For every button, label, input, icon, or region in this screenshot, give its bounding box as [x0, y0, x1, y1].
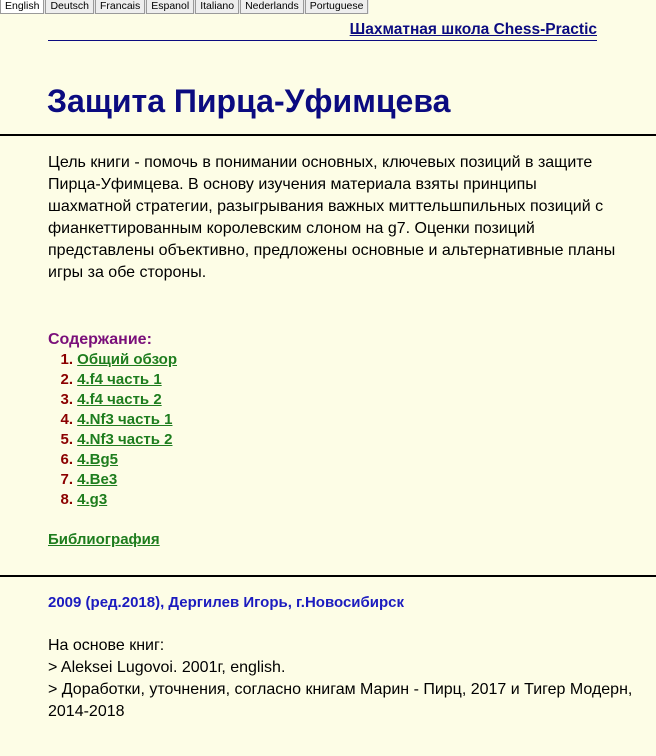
tab-english[interactable]: English [0, 0, 44, 14]
chapter-link-f4-part2[interactable]: 4.f4 часть 2 [77, 391, 162, 408]
list-item [48, 490, 177, 510]
sources-heading: На основе книг: [48, 637, 165, 654]
item-number: 3. [60, 391, 73, 408]
contents-list [48, 350, 177, 510]
bottom-divider [0, 575, 656, 577]
item-number: 6. [60, 451, 73, 468]
item-number: 4. [60, 411, 73, 428]
list-item [48, 410, 177, 430]
book-description: Цель книги - помочь в понимании основных, ключевых позиций в защите Пирца-Уфимцева. В основу изучения материала взяты принципы шахматной стратегии, разыгрывания важных миттельшпильных позиций с фианкеттированным королевским слоном на g7. Оценки позиций представлены объективно, предложены основные и альтернативные планы игры за обе стороны. [48, 154, 616, 281]
tab-nederlands[interactable]: Nederlands [240, 0, 304, 14]
list-item [48, 390, 177, 410]
list-item [48, 370, 177, 390]
item-number: 8. [60, 491, 73, 508]
chapter-link-be3[interactable]: 4.Be3 [77, 471, 118, 488]
chapter-link-g3[interactable]: 4.g3 [77, 491, 108, 508]
tab-francais[interactable]: Francais [95, 0, 145, 14]
page-title: Защита Пирца-Уфимцева [47, 83, 451, 119]
source-item: > Доработки, уточнения, согласно книгам Марин - Пирц, 2017 и Тигер Модерн, 2014-2018 [48, 681, 633, 720]
tab-portuguese[interactable]: Portuguese [305, 0, 369, 14]
sources-section [48, 635, 648, 723]
item-number: 5. [60, 431, 73, 448]
list-item [48, 350, 177, 370]
chapter-link-overview[interactable]: Общий обзор [77, 351, 178, 368]
chapter-link-nf3-part1[interactable]: 4.Nf3 часть 1 [77, 411, 173, 428]
source-item: > Aleksei Lugovoi. 2001г, english. [48, 659, 286, 676]
list-item [48, 450, 177, 470]
item-number: 7. [60, 471, 73, 488]
item-number: 1. [60, 351, 73, 368]
author-line: 2009 (ред.2018), Дергилев Игорь, г.Новосибирск [48, 594, 405, 611]
list-item [48, 430, 177, 450]
school-link[interactable]: Шахматная школа Chess-Practic [349, 21, 597, 38]
chapter-link-f4-part1[interactable]: 4.f4 часть 1 [77, 371, 162, 388]
list-item [48, 470, 177, 490]
tab-italiano[interactable]: Italiano [195, 0, 239, 14]
bibliography-link[interactable]: Библиография [48, 531, 160, 548]
contents-heading: Содержание: [48, 331, 152, 348]
school-header [48, 21, 597, 41]
chapter-link-nf3-part2[interactable]: 4.Nf3 часть 2 [77, 431, 173, 448]
tab-espanol[interactable]: Espanol [146, 0, 194, 14]
item-number: 2. [60, 371, 73, 388]
top-divider [0, 134, 656, 136]
language-tabs [0, 0, 369, 14]
tab-deutsch[interactable]: Deutsch [45, 0, 94, 14]
chapter-link-bg5[interactable]: 4.Bg5 [77, 451, 119, 468]
